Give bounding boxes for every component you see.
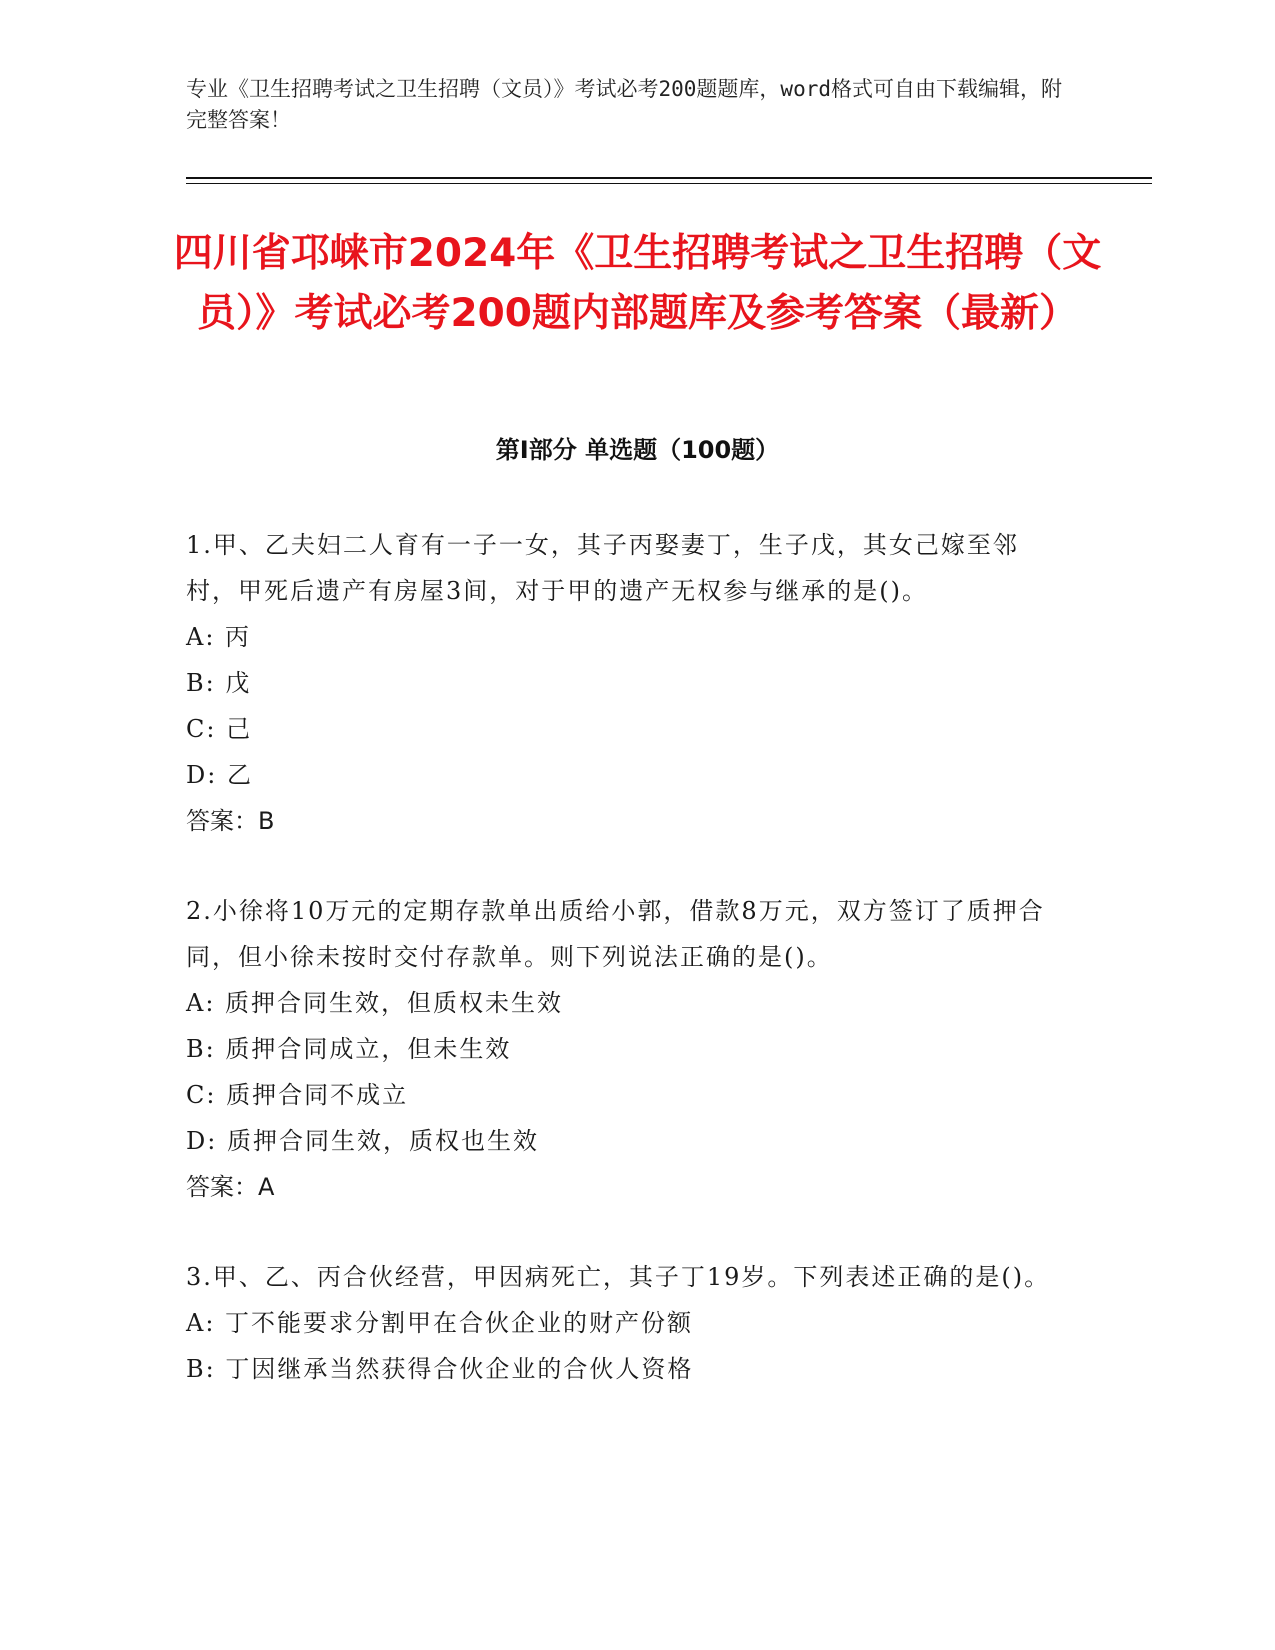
option-d: D: 质押合同生效，质权也生效 [186, 1127, 539, 1155]
option-b: B: 戊 [186, 669, 252, 697]
answer: 答案：A [186, 1173, 275, 1201]
option-b: B: 丁因继承当然获得合伙企业的合伙人资格 [186, 1355, 694, 1383]
question-3 [186, 1254, 1066, 1392]
header-divider-thin [186, 183, 1152, 184]
header-divider-thick [186, 177, 1152, 179]
option-a: A: 丁不能要求分割甲在合伙企业的财产份额 [186, 1309, 694, 1337]
document-title: 四川省邛崃市2024年《卫生招聘考试之卫生招聘（文员）》考试必考200题内部题库及参考答案（最新） [173, 231, 1102, 336]
option-a: A: 丙 [186, 623, 252, 651]
option-c: C: 质押合同不成立 [186, 1081, 409, 1109]
question-stem: 2.小徐将10万元的定期存款单出质给小郭，借款8万元，双方签订了质押合同，但小徐未按时交付存款单。则下列说法正确的是()。 [186, 897, 1045, 971]
option-a: A: 质押合同生效，但质权未生效 [186, 989, 564, 1017]
section-title: 第Ⅰ部分 单选题（100题） [495, 436, 780, 464]
option-b: B: 质押合同成立，但未生效 [186, 1035, 512, 1063]
question-stem: 1.甲、乙夫妇二人育有一子一女，其子丙娶妻丁，生子戊，其女己嫁至邻村，甲死后遗产有房屋3间，对于甲的遗产无权参与继承的是()。 [186, 531, 1019, 605]
question-list [186, 522, 1066, 1436]
option-d: D: 乙 [186, 761, 253, 789]
header-note: 专业《卫生招聘考试之卫生招聘（文员）》考试必考200题题库，word格式可自由下载编辑，附完整答案！ [186, 77, 1062, 132]
question-2 [186, 888, 1066, 1210]
question-stem: 3.甲、乙、丙合伙经营，甲因病死亡，其子丁19岁。下列表述正确的是()。 [186, 1263, 1051, 1291]
question-1 [186, 522, 1066, 844]
answer: 答案：B [186, 807, 275, 835]
option-c: C: 己 [186, 715, 253, 743]
